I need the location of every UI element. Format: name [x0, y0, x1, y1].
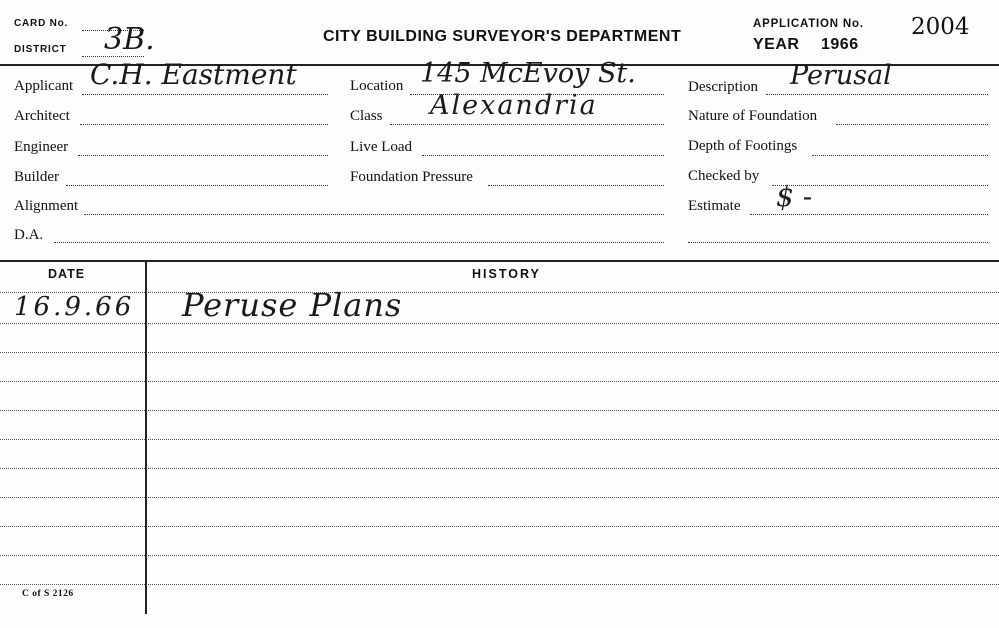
- depth-of-footings-dots: [812, 155, 988, 156]
- description-label: Description: [688, 79, 758, 95]
- history-entry-date: 16.9.66: [14, 292, 135, 322]
- application-no-label: APPLICATION No.: [753, 18, 864, 30]
- applicant-value: C.H. Eastment: [90, 58, 297, 91]
- foundation-pressure-dots: [488, 185, 664, 186]
- foundation-pressure-label: Foundation Pressure: [350, 169, 473, 185]
- checked-by-label: Checked by: [688, 168, 760, 184]
- history-line: [0, 352, 999, 353]
- application-no-value: 2004: [911, 14, 970, 40]
- history-line: [0, 555, 999, 556]
- builder-dots: [66, 185, 328, 186]
- year-label: YEAR: [753, 36, 800, 53]
- description-value: Perusal: [790, 60, 892, 91]
- applicant-label: Applicant: [14, 78, 74, 94]
- history-line: [0, 292, 999, 293]
- history-column-divider: [145, 262, 147, 614]
- estimate-value: $ -: [776, 180, 813, 213]
- column3-blank-dots: [688, 242, 988, 243]
- history-line: [0, 439, 999, 440]
- estimate-label: Estimate: [688, 198, 741, 214]
- history-line: [0, 381, 999, 382]
- history-line: [0, 468, 999, 469]
- year-value: 1966: [821, 36, 859, 53]
- history-line: [0, 323, 999, 324]
- engineer-label: Engineer: [14, 139, 69, 155]
- history-line: [0, 584, 999, 585]
- description-dots: [766, 94, 988, 95]
- engineer-dots: [78, 155, 328, 156]
- history-column-header: HISTORY: [472, 267, 541, 281]
- history-top-rule: [0, 260, 999, 262]
- alignment-dots: [84, 214, 664, 215]
- department-title: CITY BUILDING SURVEYOR'S DEPARTMENT: [323, 28, 682, 45]
- da-dots: [54, 242, 664, 243]
- architect-label: Architect: [14, 108, 70, 124]
- estimate-dots: [750, 214, 988, 215]
- location-label: Location: [350, 78, 404, 94]
- form-code: C of S 2126: [22, 589, 74, 599]
- nature-of-foundation-dots: [836, 124, 988, 125]
- class-value: Alexandria: [430, 90, 598, 121]
- da-label: D.A.: [14, 227, 44, 243]
- history-entry-text: Peruse Plans: [182, 286, 403, 324]
- class-dots: [390, 124, 664, 125]
- nature-of-foundation-label: Nature of Foundation: [688, 108, 818, 124]
- live-load-dots: [422, 155, 664, 156]
- alignment-label: Alignment: [14, 198, 79, 214]
- card-no-label: CARD No.: [14, 18, 69, 29]
- class-label: Class: [350, 108, 383, 124]
- history-line: [0, 410, 999, 411]
- history-line: [0, 497, 999, 498]
- date-column-header: DATE: [48, 267, 86, 281]
- district-label: DISTRICT: [14, 44, 67, 55]
- builder-label: Builder: [14, 169, 59, 185]
- applicant-dots: [82, 94, 328, 95]
- location-value: 145 McEvoy St.: [420, 58, 636, 89]
- live-load-label: Live Load: [350, 139, 413, 155]
- district-value: 3B.: [104, 22, 155, 57]
- architect-dots: [80, 124, 328, 125]
- depth-of-footings-label: Depth of Footings: [688, 138, 798, 154]
- history-line: [0, 526, 999, 527]
